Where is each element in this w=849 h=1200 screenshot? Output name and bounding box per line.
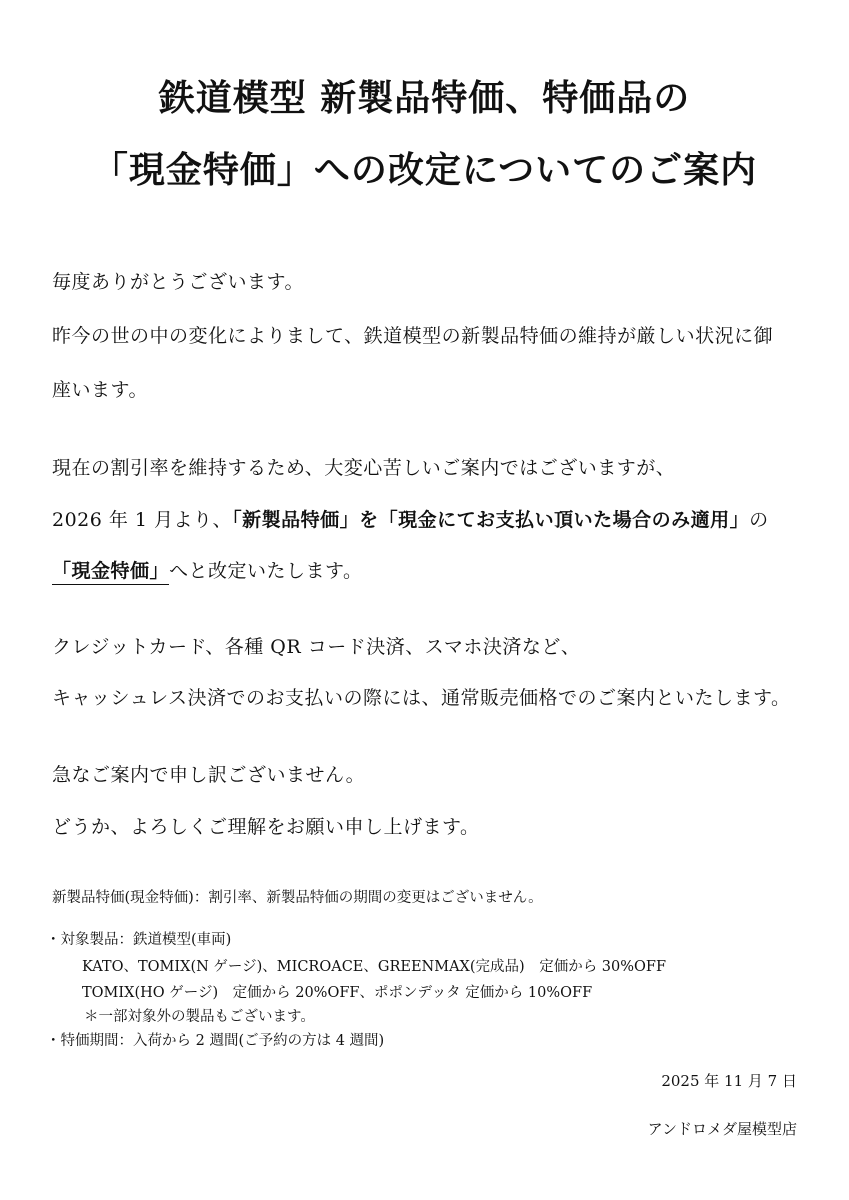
paragraph-4-line-1: 急なご案内で申し訳ございません。 xyxy=(52,764,366,786)
paragraph-2-line-3-suffix: へと改定いたします。 xyxy=(169,560,363,582)
shop-name: アンドロメダ屋模型店 xyxy=(647,1120,797,1138)
exception-note: ＊一部対象外の製品もございます。 xyxy=(84,1009,315,1025)
title-line-2: 「現金特価」への改定についてのご案内 xyxy=(91,150,758,191)
target-products-line-1: KATO、TOMIX(N ゲージ)、MICROACE、GREENMAX(完成品) 定価から 30%OFF xyxy=(82,959,667,975)
notice-date: 2025 年 11 月 7 日 xyxy=(661,1072,797,1090)
paragraph-3-line-2: キャッシュレス決済でのお支払いの際には、通常販売価格でのご案内といたします。 xyxy=(52,687,791,709)
policy-emphasis: 「新製品特価」を「現金にてお支払い頂いた場合のみ適用」 xyxy=(232,509,750,531)
paragraph-2-line-1: 現在の割引率を維持するため、大変心苦しいご案内ではございますが、 xyxy=(52,457,676,479)
sale-period: ・特価期間：入荷から 2 週間(ご予約の方は 4 週間) xyxy=(46,1033,385,1049)
paragraph-4-line-2: どうか、よろしくご理解をお願い申し上げます。 xyxy=(52,816,480,838)
paragraph-2-line-2-suffix: の xyxy=(749,509,769,531)
notes-summary: 新製品特価(現金特価)：割引率、新製品特価の期間の変更はございません。 xyxy=(52,890,543,906)
title-line-1: 鉄道模型 新製品特価、特価品の xyxy=(158,78,691,119)
paragraph-1-line-2: 座います。 xyxy=(52,379,148,401)
greeting: 毎度ありがとうございます。 xyxy=(52,271,304,293)
target-products-label: ・対象製品：鉄道模型(車両) xyxy=(46,932,232,948)
cash-price-emphasis: 「現金特価」 xyxy=(52,560,169,585)
target-products-line-2: TOMIX(HO ゲージ) 定価から 20%OFF、ポポンデッタ 定価から 10%OFF xyxy=(82,985,593,1001)
paragraph-3-line-1: クレジットカード、各種 QR コード決済、スマホ決済など、 xyxy=(52,636,581,658)
paragraph-2-line-3 xyxy=(52,556,363,583)
start-date-text: 2026 年 1 月より、 xyxy=(52,509,233,531)
paragraph-1-line-1: 昨今の世の中の変化によりまして、鉄道模型の新製品特価の維持が厳しい状況に御 xyxy=(52,325,774,347)
paragraph-2-line-2 xyxy=(52,505,769,532)
